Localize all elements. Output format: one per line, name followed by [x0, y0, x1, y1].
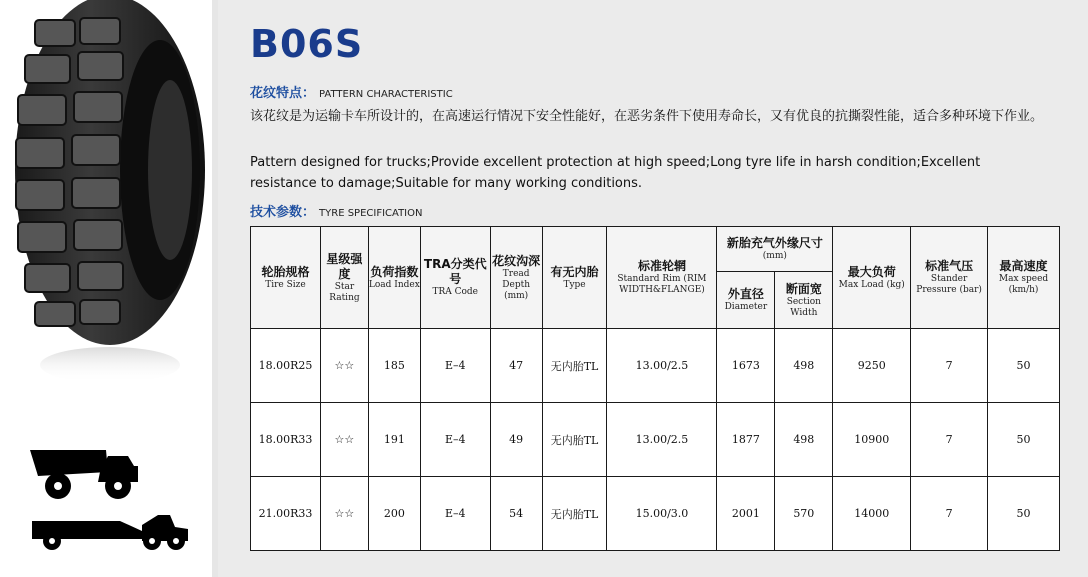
trailer-tractor-icon	[30, 511, 190, 551]
cell-pressure: 7	[911, 329, 988, 403]
col-tread-header: 花纹沟深 Tread Depth (mm)	[490, 227, 542, 329]
cell-section: 570	[775, 477, 833, 551]
cell-rim: 13.00/2.5	[607, 403, 717, 477]
col-load-index-header: 负荷指数 Load Index	[368, 227, 420, 329]
col-section-header: 断面宽 Section Width	[775, 272, 833, 329]
cell-type: 无内胎TL	[542, 403, 607, 477]
cell-size: 18.00R25	[251, 329, 321, 403]
cell-diameter: 2001	[717, 477, 775, 551]
pattern-desc-cn: 该花纹是为运输卡车所设计的，在高速运行情况下安全性能好，在恶劣条件下使用寿命长，又有优良的抗撕裂性能，适合多种环境下作业。	[250, 109, 1044, 124]
cell-speed: 50	[988, 329, 1060, 403]
cell-diameter: 1673	[717, 329, 775, 403]
spec-heading: 技术参数： TYRE SPECIFICATION	[250, 205, 423, 220]
col-pressure-header: 标准气压 Stander Pressure (bar)	[911, 227, 988, 329]
cell-star: ☆☆	[320, 403, 368, 477]
table-row	[251, 477, 1060, 551]
cell-max-load: 10900	[833, 403, 911, 477]
cell-rim: 15.00/3.0	[607, 477, 717, 551]
pattern-heading: 花纹特点： PATTERN CHARACTERISTIC	[250, 86, 453, 101]
spec-heading-en: TYRE SPECIFICATION	[319, 208, 423, 219]
cell-star: ☆☆	[320, 477, 368, 551]
cell-pressure: 7	[911, 403, 988, 477]
pattern-heading-cn: 花纹特点	[250, 86, 303, 101]
header-row	[251, 227, 1060, 272]
spec-heading-cn: 技术参数	[250, 205, 303, 220]
col-star-header: 星级强度 Star Rating	[320, 227, 368, 329]
cell-speed: 50	[988, 477, 1060, 551]
cell-tra: E–4	[420, 403, 490, 477]
image-panel	[0, 0, 212, 577]
table-row	[251, 403, 1060, 477]
col-diameter-header: 外直径 Diameter	[717, 272, 775, 329]
pattern-heading-en: PATTERN CHARACTERISTIC	[319, 89, 453, 100]
cell-pressure: 7	[911, 477, 988, 551]
cell-tra: E–4	[420, 477, 490, 551]
col-tra-header: TRA分类代号 TRA Code	[420, 227, 490, 329]
cell-load-index: 185	[368, 329, 420, 403]
col-rim-header: 标准轮辋 Standard Rim (RIM WIDTH&FLANGE)	[607, 227, 717, 329]
cell-tra: E–4	[420, 329, 490, 403]
model-title: B06S	[250, 22, 364, 66]
pattern-desc-en: Pattern designed for trucks;Provide excellent protection at high speed;Long tyre life in harsh condition;Excellent resistance to damage;Suitable for many working conditions.	[250, 155, 981, 191]
cell-type: 无内胎TL	[542, 477, 607, 551]
cell-load-index: 191	[368, 403, 420, 477]
col-type-header: 有无内胎 Type	[542, 227, 607, 329]
cell-tread: 47	[490, 329, 542, 403]
cell-load-index: 200	[368, 477, 420, 551]
cell-type: 无内胎TL	[542, 329, 607, 403]
cell-tread: 49	[490, 403, 542, 477]
tire-image	[10, 0, 210, 400]
cell-max-load: 9250	[833, 329, 911, 403]
col-speed-header: 最高速度 Max speed (km/h)	[988, 227, 1060, 329]
cell-section: 498	[775, 329, 833, 403]
cell-size: 21.00R33	[251, 477, 321, 551]
table-row	[251, 329, 1060, 403]
cell-max-load: 14000	[833, 477, 911, 551]
col-max-load-header: 最大负荷 Max Load (kg)	[833, 227, 911, 329]
cell-section: 498	[775, 403, 833, 477]
cell-size: 18.00R33	[251, 403, 321, 477]
cell-speed: 50	[988, 403, 1060, 477]
cell-rim: 13.00/2.5	[607, 329, 717, 403]
dump-truck-icon	[28, 442, 148, 502]
cell-tread: 54	[490, 477, 542, 551]
col-dims-header: 新胎充气外缘尺寸 (mm)	[717, 227, 833, 272]
cell-diameter: 1877	[717, 403, 775, 477]
cell-star: ☆☆	[320, 329, 368, 403]
col-size-header: 轮胎规格 Tire Size	[251, 227, 321, 329]
spec-table	[250, 226, 1060, 551]
